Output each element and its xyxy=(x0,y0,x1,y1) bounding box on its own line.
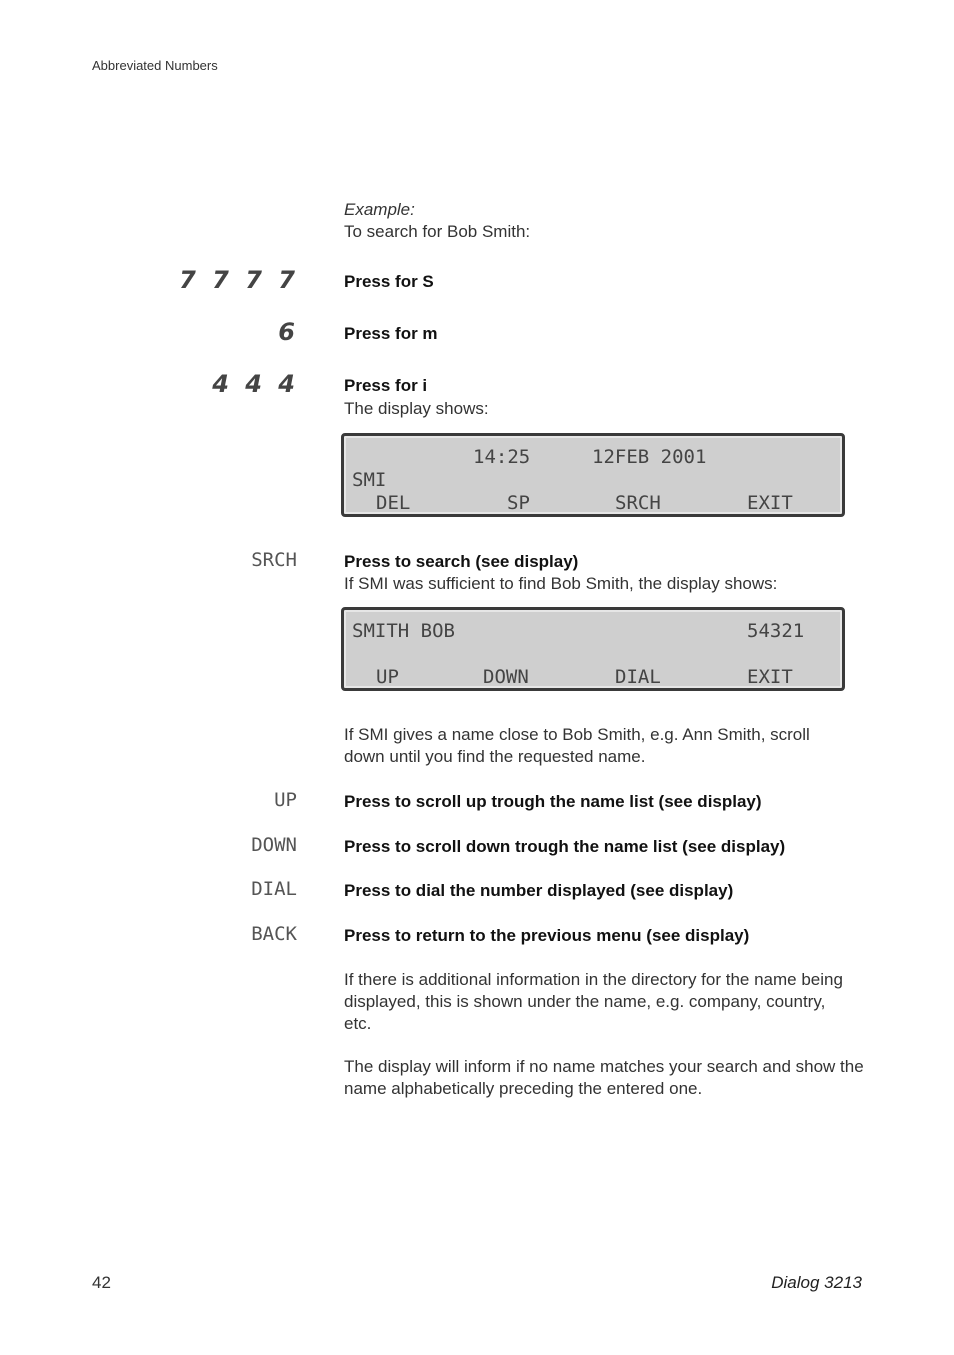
info-paragraph: If there is additional information in the directory for the name being displayed, this is shown under the name, e.g. company, country, etc. xyxy=(344,970,843,1033)
display-entry: SMI xyxy=(352,469,387,491)
display-number: 54321 xyxy=(747,620,805,642)
softkey-srch-label: SRCH xyxy=(251,549,297,571)
softkey-back-label: BACK xyxy=(251,923,297,945)
step-instruction: Press for S xyxy=(344,272,434,291)
key-sequence-7777: 7 7 7 7 xyxy=(179,266,299,294)
example-label: Example: xyxy=(344,200,415,219)
step-instruction: Press to dial the number displayed (see display) xyxy=(344,881,734,900)
softkey-up-label: UP xyxy=(274,789,297,811)
display-softkey-dial: DIAL xyxy=(615,666,661,688)
display-softkey-srch: SRCH xyxy=(615,492,661,514)
display-softkey-exit: EXIT xyxy=(747,492,793,514)
product-name: Dialog 3213 xyxy=(771,1273,862,1292)
step-instruction: Press to scroll down trough the name list (see display) xyxy=(344,837,786,856)
info-paragraph: The display will inform if no name matches your search and show the name alphabetically preceding the entered one. xyxy=(344,1057,864,1098)
display-softkey-up: UP xyxy=(376,666,399,688)
display-time: 14:25 xyxy=(473,446,531,468)
scroll-note: If SMI gives a name close to Bob Smith, e.g. Ann Smith, scroll down until you find the requested name. xyxy=(344,725,810,766)
step-instruction: Press for m xyxy=(344,324,438,343)
phone-display-search xyxy=(341,433,845,517)
example-text: To search for Bob Smith: xyxy=(344,222,531,241)
phone-display-result xyxy=(341,607,845,691)
step-note: If SMI was sufficient to find Bob Smith, the display shows: xyxy=(344,574,778,593)
step-instruction: Press to return to the previous menu (see display) xyxy=(344,926,750,945)
display-softkey-down: DOWN xyxy=(483,666,529,688)
key-sequence-444: 4 4 4 xyxy=(212,370,299,398)
display-name: SMITH BOB xyxy=(352,620,455,642)
page-number: 42 xyxy=(92,1273,111,1292)
step-note: The display shows: xyxy=(344,399,489,418)
display-date: 12FEB 2001 xyxy=(592,446,707,468)
display-softkey-del: DEL xyxy=(376,492,411,514)
running-header: Abbreviated Numbers xyxy=(92,58,218,73)
step-instruction: Press for i xyxy=(344,376,428,395)
softkey-dial-label: DIAL xyxy=(251,878,297,900)
display-softkey-exit: EXIT xyxy=(747,666,793,688)
display-softkey-sp: SP xyxy=(507,492,530,514)
key-sequence-6: 6 xyxy=(278,318,299,346)
step-instruction: Press to search (see display) xyxy=(344,552,579,571)
softkey-down-label: DOWN xyxy=(251,834,297,856)
step-instruction: Press to scroll up trough the name list (see display) xyxy=(344,792,762,811)
